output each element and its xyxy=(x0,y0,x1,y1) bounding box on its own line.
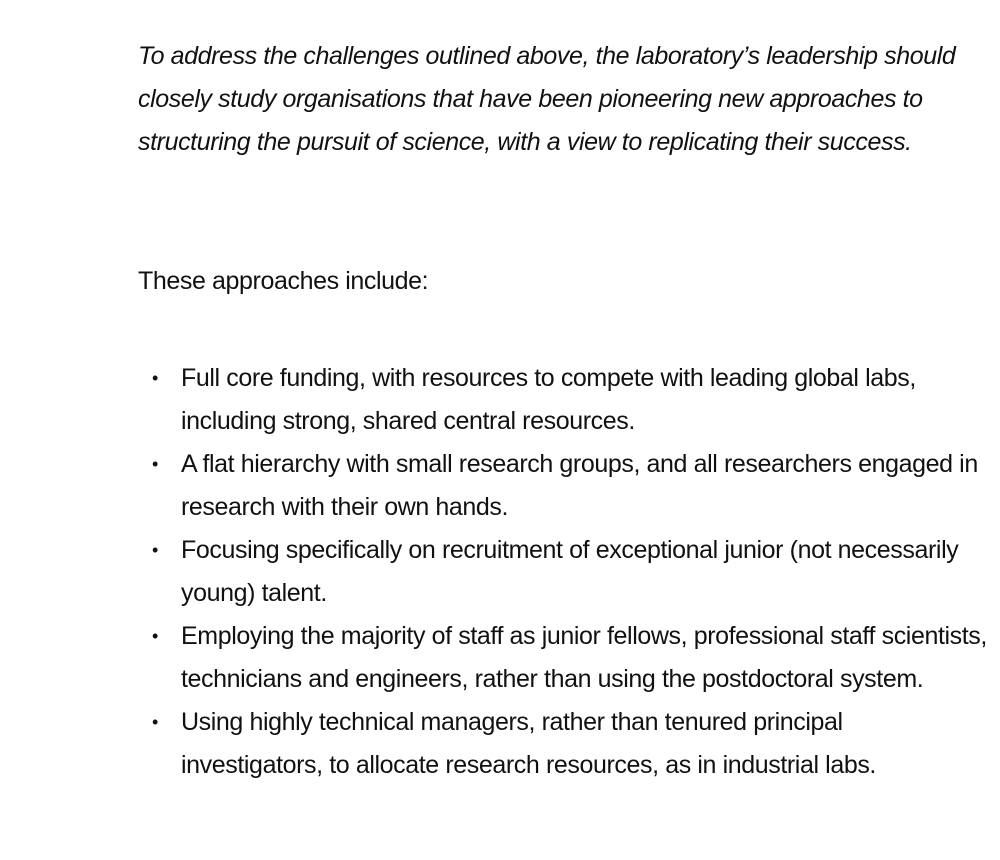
list-item-text: Using highly technical managers, rather than tenured principal investigators, to allocate research resources, as in industrial labs. xyxy=(181,708,876,779)
list-item-text: Focusing specifically on recruitment of exceptional junior (not necessarily young) talent. xyxy=(181,536,959,607)
list-item xyxy=(138,357,988,443)
list-item xyxy=(138,443,988,529)
list-item-text: Full core funding, with resources to compete with leading global labs, including strong, shared central resources. xyxy=(181,364,916,435)
bullet-icon: • xyxy=(152,540,158,560)
list-item-text: A flat hierarchy with small research groups, and all researchers engaged in research with their own hands. xyxy=(181,450,978,521)
bullet-icon: • xyxy=(152,368,158,388)
bullet-icon: • xyxy=(152,454,158,474)
approaches-list xyxy=(138,357,988,787)
lead-in-paragraph: These approaches include: xyxy=(138,267,429,295)
list-item-text: Employing the majority of staff as junior fellows, professional staff scientists, technicians and engineers, rather than using the postdoctoral system. xyxy=(181,622,987,693)
list-item xyxy=(138,701,988,787)
bullet-icon: • xyxy=(152,712,158,732)
list-item xyxy=(138,529,988,615)
bullet-icon: • xyxy=(152,626,158,646)
intro-paragraph: To address the challenges outlined above, the laboratory’s leadership should closely study organisations that have been pioneering new approaches to structuring the pursuit of science, with a view to replicating their success. xyxy=(138,42,956,156)
list-item xyxy=(138,615,988,701)
